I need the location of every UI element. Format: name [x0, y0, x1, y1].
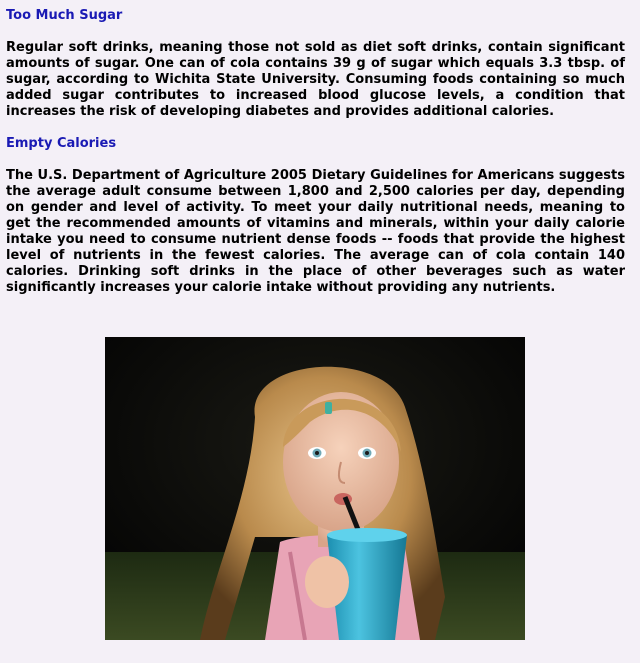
section-heading-empty-calories: Empty Calories: [6, 136, 117, 151]
section-heading-too-much-sugar: Too Much Sugar: [6, 8, 123, 23]
section-body-too-much-sugar: Regular soft drinks, meaning those not sold as diet soft drinks, contain significant amounts of sugar. One can of cola contains 39 g of sugar which equals 3.3 tbsp. of sugar, according to Wichita State University. Consuming foods containing so much added sugar contributes to increased blood glucose levels, a condition that increases the risk of developing diabetes and provides additional calories.: [6, 40, 625, 119]
section-body-empty-calories: The U.S. Department of Agriculture 2005 Dietary Guidelines for Americans suggests the average adult consume between 1,800 and 2,500 calories per day, depending on gender and level of activity. To meet your daily nutritional needs, meaning to get the recommended amounts of vitamins and minerals, within your daily calorie intake you need to consume nutrient dense foods -- foods that provide the highest level of nutrients in the fewest calories. The average can of cola contain 140 calories. Drinking soft drinks in the place of other beverages such as water significantly increases your calorie intake without providing any nutrients.: [6, 168, 625, 295]
girl-drinking-soda-photo: [105, 337, 525, 640]
